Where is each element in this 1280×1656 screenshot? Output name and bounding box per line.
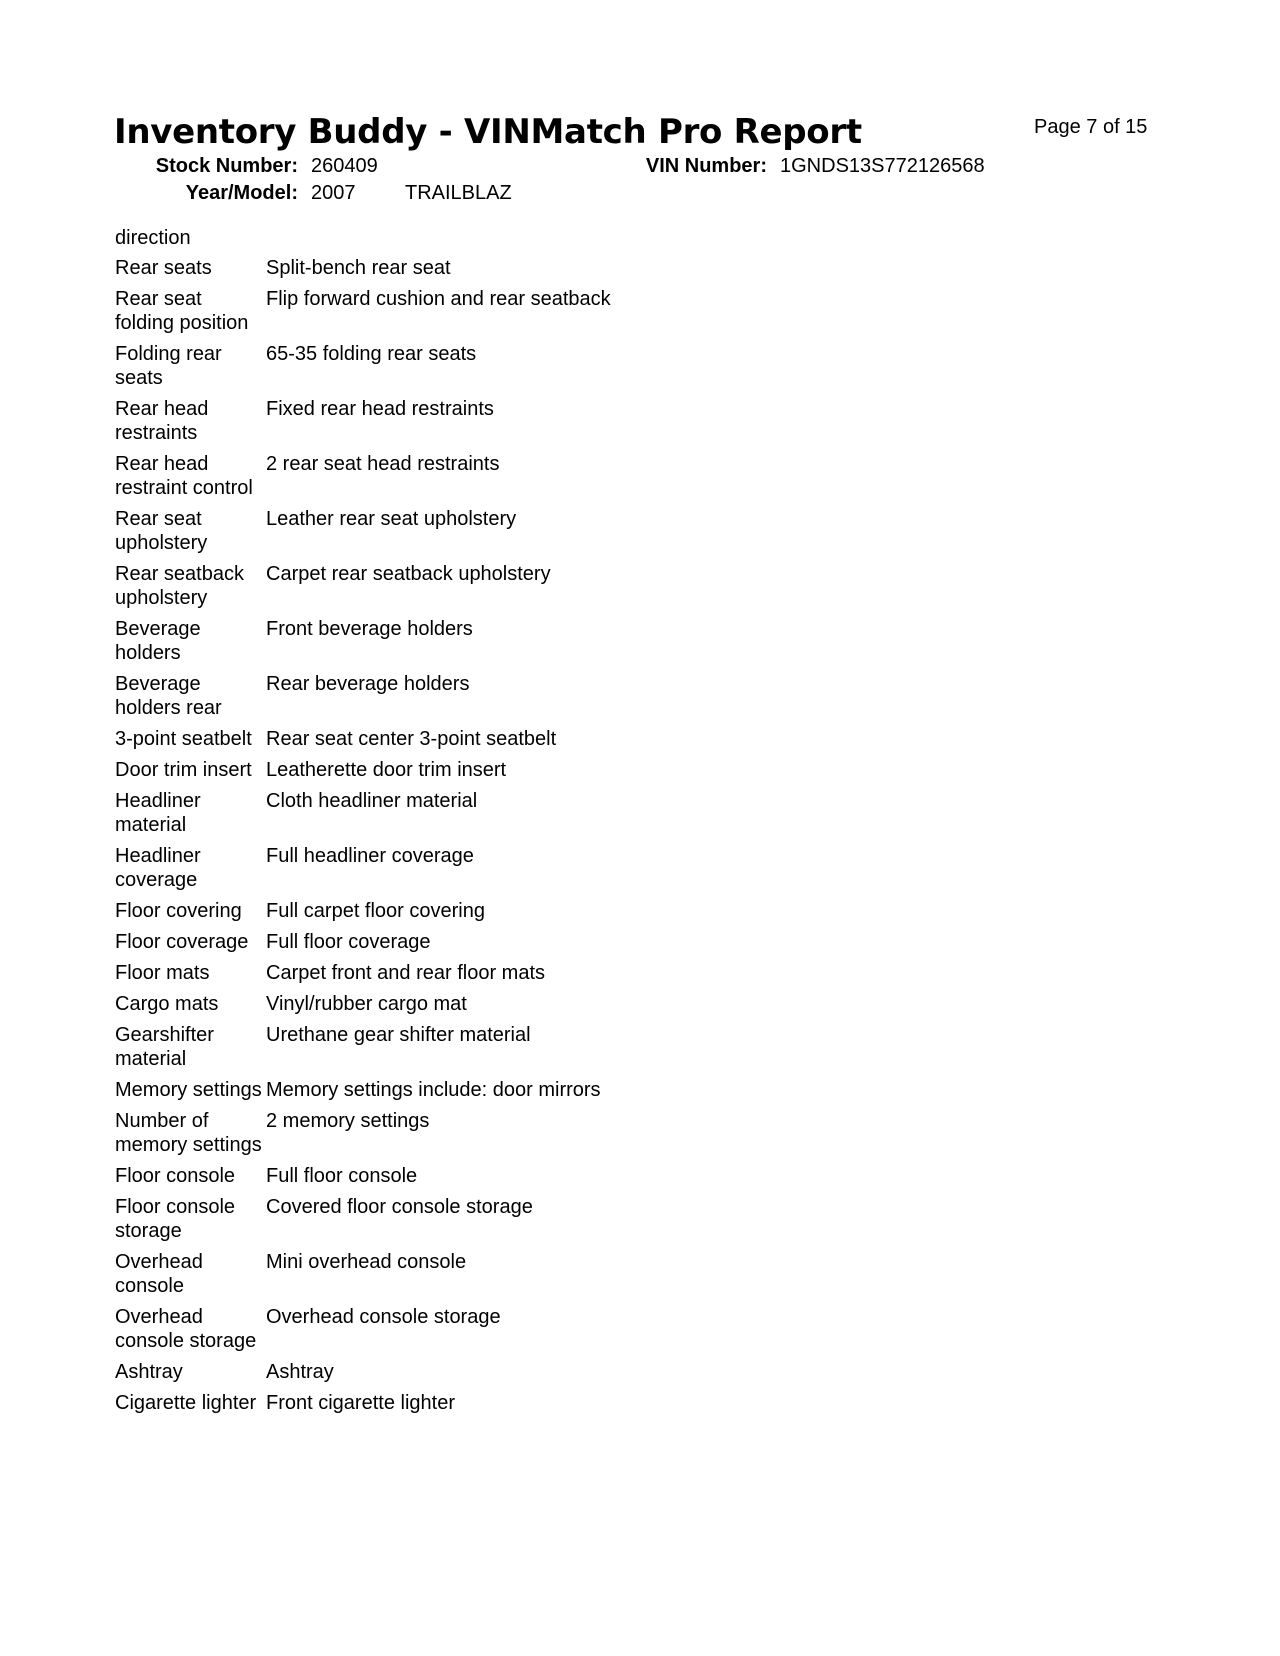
spec-name: Floor mats [115,962,210,984]
spec-row [115,992,866,1023]
spec-value: Overhead console storage [266,1306,501,1328]
spec-row [115,562,866,617]
spec-row [115,397,866,452]
spec-name: Floor console storage [115,1196,236,1242]
spec-value: Leatherette door trim insert [266,759,507,781]
spec-name: Rear seat upholstery [115,508,208,554]
vin-number-label: VIN Number: [645,155,767,177]
spec-row [115,758,866,789]
continued-row [115,226,866,256]
spec-value: Leather rear seat upholstery [266,508,517,530]
spec-row [115,256,866,287]
spec-row [115,930,866,961]
spec-value: 2 memory settings [266,1110,430,1132]
spec-value: Vinyl/rubber cargo mat [266,993,467,1015]
spec-value: Split-bench rear seat [266,257,451,279]
spec-value: Memory settings include: door mirrors [266,1079,601,1101]
spec-name: Memory settings [115,1079,262,1101]
spec-row [115,617,866,672]
spec-name: Beverage holders rear [115,673,222,719]
spec-name: Rear seatback upholstery [115,563,244,609]
spec-row [115,1305,866,1360]
spec-name: Folding rear seats [115,343,222,389]
spec-value: Urethane gear shifter material [266,1024,531,1046]
spec-row [115,1391,866,1422]
spec-value: Full floor coverage [266,931,431,953]
stock-number-value: 260409 [311,155,378,177]
spec-row [115,1078,866,1109]
vin-number-value: 1GNDS13S772126568 [780,155,985,177]
spec-name: Overhead console [115,1251,203,1297]
spec-row [115,899,866,930]
spec-value: Cloth headliner material [266,790,478,812]
spec-value: Rear seat center 3-point seatbelt [266,728,557,750]
spec-row [115,1250,866,1305]
spec-row [115,844,866,899]
spec-row [115,287,866,342]
page-number: Page 7 of 15 [1034,116,1148,138]
year-model-label: Year/Model: [185,182,298,204]
spec-value: 65-35 folding rear seats [266,343,477,365]
spec-table-body [115,226,866,1422]
spec-value: Front beverage holders [266,618,473,640]
spec-name: Rear seats [115,257,212,279]
spec-name: Rear head restraints [115,398,209,444]
spec-row [115,452,866,507]
spec-value: Carpet rear seatback upholstery [266,563,551,585]
report-title: Inventory Buddy - VINMatch Pro Report [114,112,862,152]
stock-number-label: Stock Number: [155,155,298,177]
spec-value: Fixed rear head restraints [266,398,494,420]
spec-value: Ashtray [266,1361,334,1383]
spec-name: Floor coverage [115,931,249,953]
spec-row [115,1360,866,1391]
spec-name: Number of memory settings [115,1110,262,1156]
spec-name: Rear head restraint control [115,453,253,499]
spec-name: Rear seat folding position [115,288,249,334]
spec-table [115,226,866,1422]
year-value: 2007 [311,182,356,204]
spec-name: Floor console [115,1165,236,1187]
spec-row [115,1164,866,1195]
spec-name: Ashtray [115,1361,183,1383]
spec-value: Full carpet floor covering [266,900,485,922]
spec-value: Full headliner coverage [266,845,474,867]
spec-value: Front cigarette lighter [266,1392,455,1414]
spec-row [115,342,866,397]
spec-name: 3-point seatbelt [115,728,252,750]
spec-name: Cargo mats [115,993,219,1015]
spec-value: Full floor console [266,1165,418,1187]
spec-row [115,789,866,844]
spec-value: Rear beverage holders [266,673,470,695]
spec-value: 2 rear seat head restraints [266,453,500,475]
spec-name: Gearshifter material [115,1024,214,1070]
spec-name: Headliner coverage [115,845,201,891]
spec-name: Overhead console storage [115,1306,257,1352]
spec-row [115,961,866,992]
continued-text: direction [115,227,191,249]
spec-value: Mini overhead console [266,1251,467,1273]
spec-name: Headliner material [115,790,201,836]
spec-row [115,1195,866,1250]
spec-row [115,727,866,758]
spec-value: Covered floor console storage [266,1196,533,1218]
spec-name: Cigarette lighter [115,1392,257,1414]
spec-value: Flip forward cushion and rear seatback [266,288,611,310]
model-value: TRAILBLAZ [405,182,512,204]
spec-row [115,1023,866,1078]
spec-name: Floor covering [115,900,242,922]
spec-row [115,507,866,562]
spec-value: Carpet front and rear floor mats [266,962,546,984]
spec-row [115,672,866,727]
spec-name: Door trim insert [115,759,252,781]
spec-row [115,1109,866,1164]
spec-name: Beverage holders [115,618,201,664]
